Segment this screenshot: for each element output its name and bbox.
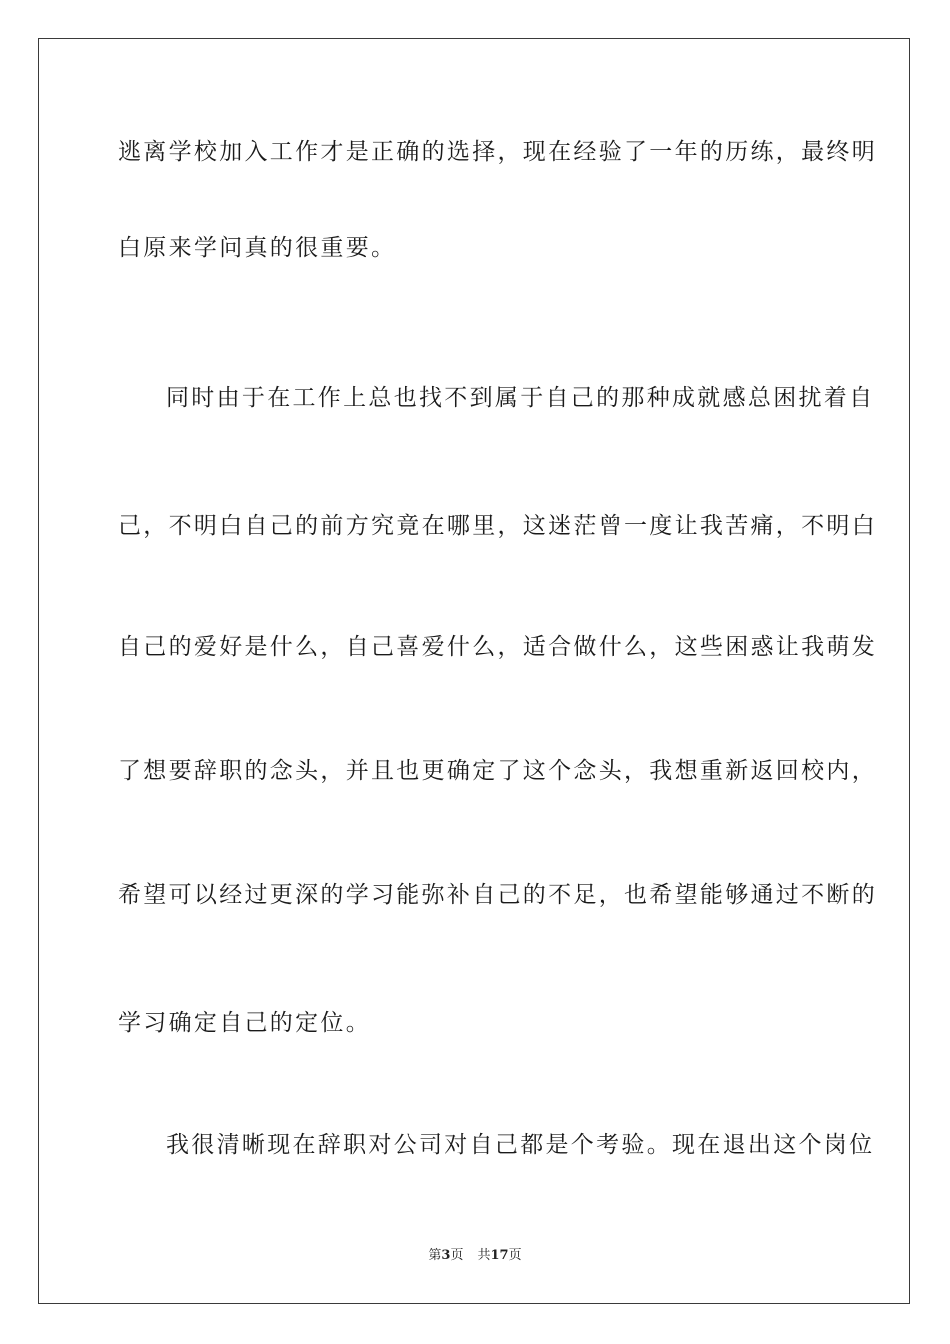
page-footer [0, 1247, 950, 1265]
paragraph-2-line-4: 了想要辞职的念头，并且也更确定了这个念头，我想重新返回校内， [118, 758, 877, 784]
text-line-2: 白原来学问真的很重要。 [118, 235, 397, 261]
page-number: 3 [441, 1248, 451, 1263]
paragraph-2-line-5: 希望可以经过更深的学习能弥补自己的不足，也希望能够通过不断的 [118, 882, 877, 908]
paragraph-2-line-3: 自己的爱好是什么，自己喜爱什么，适合做什么，这些困惑让我萌发 [118, 634, 877, 660]
page-suffix: 页 [450, 1248, 464, 1263]
total-suffix: 页 [508, 1248, 522, 1263]
text-line-1: 逃离学校加入工作才是正确的选择，现在经验了一年的历练，最终明 [118, 139, 877, 165]
paragraph-2-line-2: 己，不明白自己的前方究竟在哪里，这迷茫曾一度让我苦痛，不明白 [118, 513, 877, 539]
total-prefix: 共 [477, 1248, 491, 1263]
paragraph-2-line-6: 学习确定自己的定位。 [118, 1010, 371, 1036]
total-pages: 17 [490, 1248, 509, 1263]
page-prefix: 第 [428, 1248, 442, 1263]
paragraph-2-line-1: 同时由于在工作上总也找不到属于自己的那种成就感总困扰着自 [166, 385, 875, 411]
page-border [38, 38, 910, 1304]
paragraph-3-line-1: 我很清晰现在辞职对公司对自己都是个考验。现在退出这个岗位 [166, 1132, 875, 1158]
